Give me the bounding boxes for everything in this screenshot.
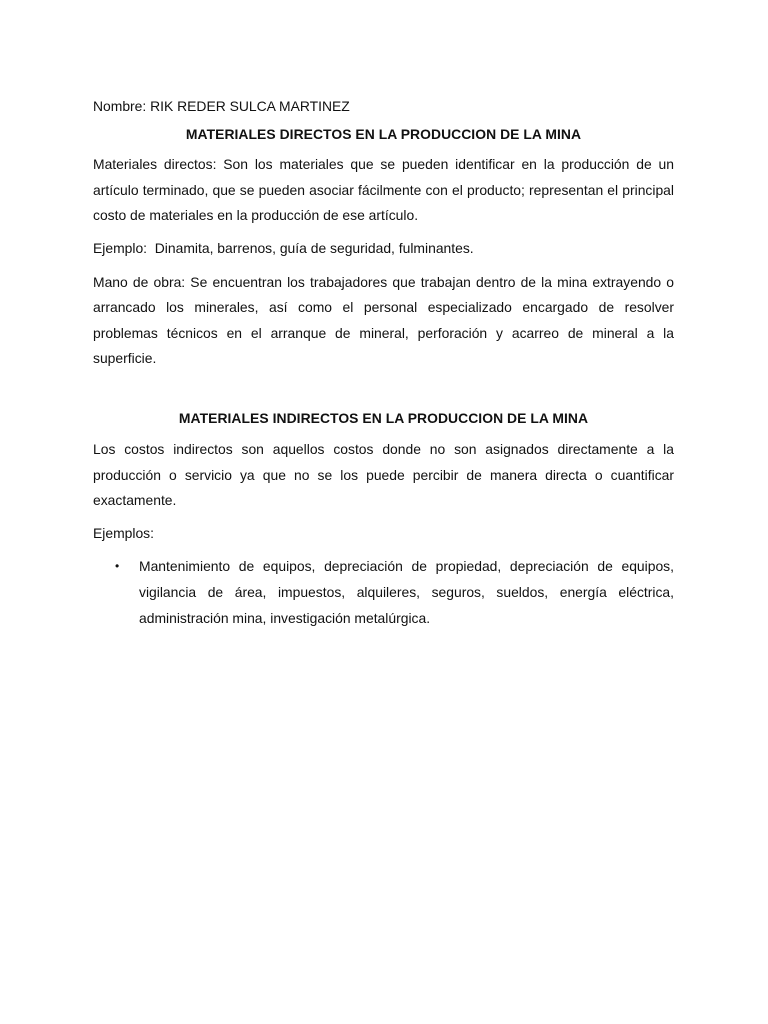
section-heading-indirect-materials: MATERIALES INDIRECTOS EN LA PRODUCCION DE LA MINA — [178, 410, 589, 427]
list-item-text: Mantenimiento de equipos, depreciación de propiedad, depreciación de equipos, vigilancia de área, impuestos, alquileres, seguros, sueldos, energía eléctrica, administración mina, investigación metalúrgica. — [139, 558, 674, 626]
examples-label: Ejemplos: — [93, 525, 154, 542]
indirect-examples-list — [93, 554, 674, 631]
student-name: Nombre: RIK REDER SULCA MARTINEZ — [93, 98, 350, 114]
direct-materials-example: Ejemplo: Dinamita, barrenos, guía de seguridad, fulminantes. — [93, 240, 474, 257]
section-spacer — [93, 379, 674, 406]
section-heading-direct-materials: MATERIALES DIRECTOS EN LA PRODUCCION DE LA MINA — [185, 125, 582, 142]
indirect-costs-definition: Los costos indirectos son aquellos costos donde no son asignados directamente a la producción o servicio ya que no se los puede percibir de manera directa o cuantificar exactamente. — [93, 441, 674, 509]
document-page — [93, 94, 674, 631]
direct-materials-definition: Materiales directos: Son los materiales que se pueden identificar en la producción de un artículo terminado, que se pueden asociar fácilmente con el producto; representan el principal costo de materiales en la producción de ese artículo. — [93, 156, 674, 224]
list-item — [93, 554, 674, 631]
bullet-icon: • — [115, 559, 120, 574]
labor-paragraph: Mano de obra: Se encuentran los trabajadores que trabajan dentro de la mina extrayendo o arrancado los minerales, así como el personal especializado encargado de resolver problemas técnicos en el arranque de mineral, perforación y acarreo de mineral a la superficie. — [93, 273, 674, 367]
